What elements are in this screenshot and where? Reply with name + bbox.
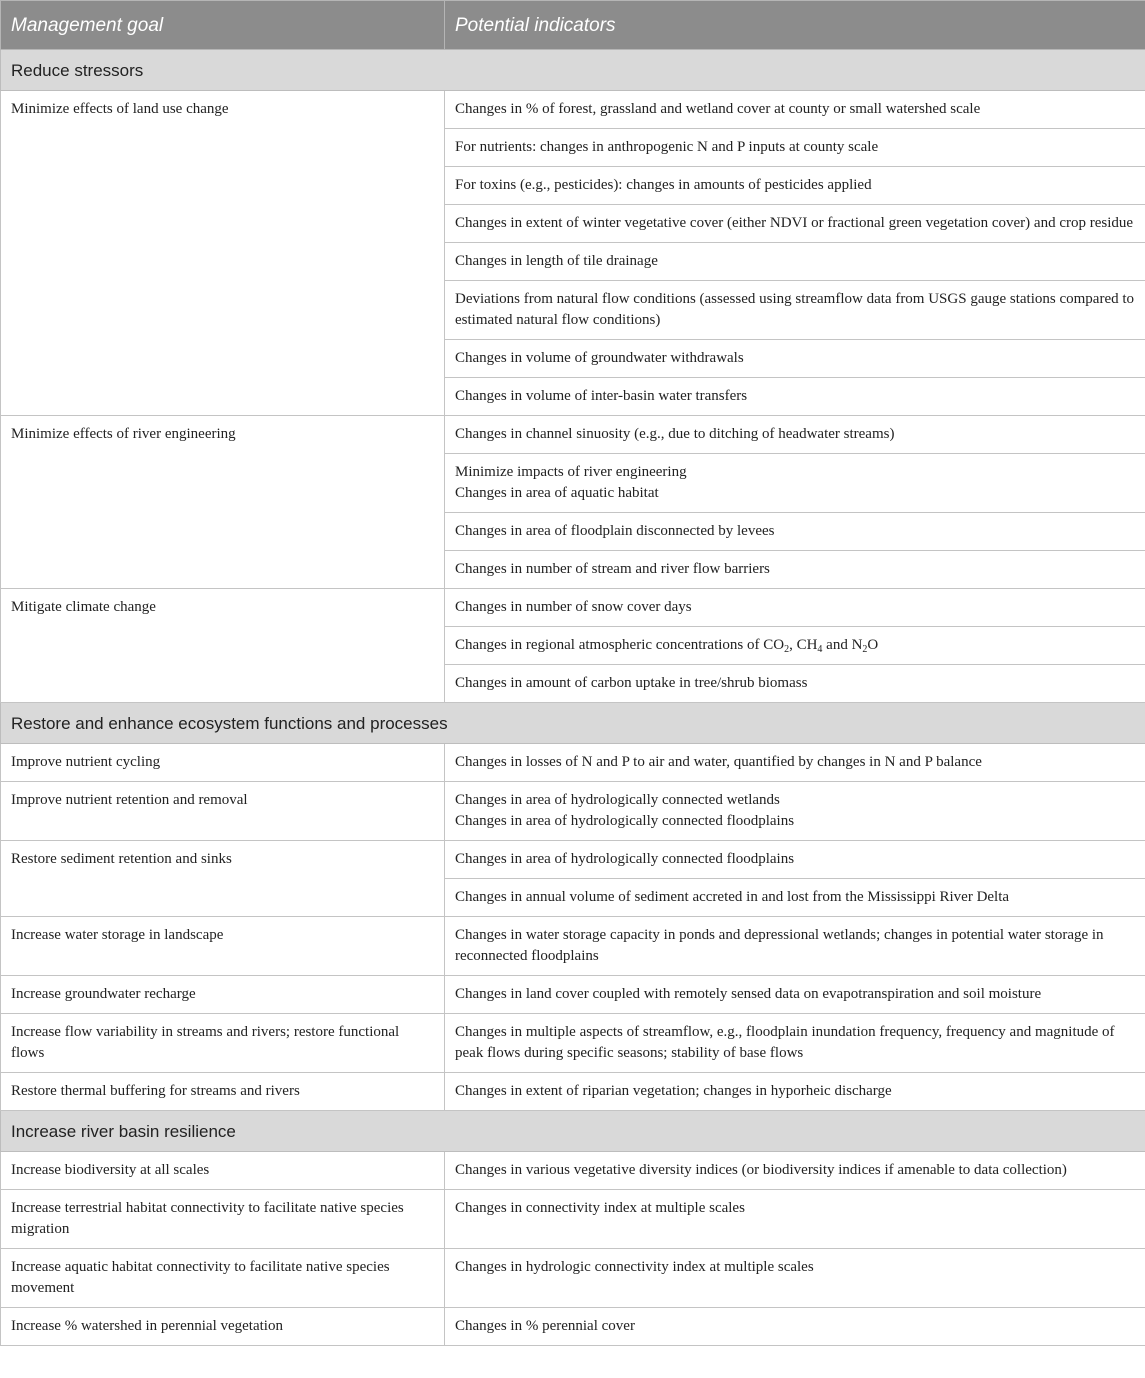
indicator-line: Changes in area of aquatic habitat: [455, 485, 659, 501]
indicator-cell: Changes in annual volume of sediment accreted in and lost from the Mississippi River Delta: [445, 879, 1145, 917]
indicator-cell: Changes in area of hydrologically connected floodplains: [445, 841, 1145, 879]
management-goal-cell: Restore sediment retention and sinks: [1, 841, 445, 917]
indicator-subscript: 2: [784, 644, 790, 655]
management-goal-cell: Increase aquatic habitat connectivity to facilitate native species movement: [1, 1249, 445, 1308]
table-row: [1, 744, 1145, 782]
section-header-row: [1, 703, 1145, 744]
indicator-subscript: 2: [862, 644, 868, 655]
header-management-goal: Management goal: [1, 1, 445, 50]
indicator-cell: Changes in hydrologic connectivity index at multiple scales: [445, 1249, 1145, 1308]
management-goal-cell: Increase flow variability in streams and rivers; restore functional flows: [1, 1014, 445, 1073]
indicator-text: Changes in regional atmospheric concentrations of CO: [455, 637, 785, 653]
indicator-cell: Changes in extent of riparian vegetation; changes in hyporheic discharge: [445, 1073, 1145, 1111]
section-title: Increase river basin resilience: [1, 1111, 1145, 1152]
management-goal-cell: Increase biodiversity at all scales: [1, 1152, 445, 1190]
indicator-cell: Changes in water storage capacity in ponds and depressional wetlands; changes in potential water storage in reconnected floodplains: [445, 917, 1145, 976]
management-goal-cell: Improve nutrient retention and removal: [1, 782, 445, 841]
indicator-cell: Changes in volume of groundwater withdrawals: [445, 340, 1145, 378]
table-row: [1, 1308, 1145, 1346]
management-goal-cell: Increase % watershed in perennial vegetation: [1, 1308, 445, 1346]
table-row: [1, 1249, 1145, 1308]
table-row: [1, 1152, 1145, 1190]
indicator-cell: Changes in amount of carbon uptake in tree/shrub biomass: [445, 665, 1145, 703]
indicator-cell: Changes in volume of inter-basin water transfers: [445, 378, 1145, 416]
indicator-cell: [445, 454, 1145, 513]
management-goal-cell: Minimize effects of river engineering: [1, 416, 445, 589]
indicator-line: Changes in area of hydrologically connected floodplains: [455, 813, 795, 829]
indicator-cell: Changes in number of stream and river flow barriers: [445, 551, 1145, 589]
indicator-cell: Changes in channel sinuosity (e.g., due to ditching of headwater streams): [445, 416, 1145, 454]
indicator-cell: Changes in number of snow cover days: [445, 589, 1145, 627]
indicator-cell: Changes in land cover coupled with remotely sensed data on evapotranspiration and soil moisture: [445, 976, 1145, 1014]
management-goal-cell: Increase terrestrial habitat connectivity to facilitate native species migration: [1, 1190, 445, 1249]
table-row: [1, 1190, 1145, 1249]
indicator-line: Changes in area of hydrologically connected wetlands: [455, 792, 780, 808]
indicator-text: O: [867, 637, 879, 653]
indicator-line: Minimize impacts of river engineering: [455, 464, 687, 480]
management-goal-cell: Increase groundwater recharge: [1, 976, 445, 1014]
management-goal-cell: Minimize effects of land use change: [1, 91, 445, 416]
indicator-cell: Changes in various vegetative diversity indices (or biodiversity indices if amenable to data collection): [445, 1152, 1145, 1190]
management-goal-cell: Mitigate climate change: [1, 589, 445, 703]
management-goal-cell: Improve nutrient cycling: [1, 744, 445, 782]
table-row: [1, 917, 1145, 976]
management-goal-cell: Restore thermal buffering for streams and rivers: [1, 1073, 445, 1111]
table-row: [1, 1014, 1145, 1073]
indicator-cell: Deviations from natural flow conditions (assessed using streamflow data from USGS gauge stations compared to estimated natural flow conditions): [445, 281, 1145, 340]
table-row: [1, 91, 1145, 129]
section-title: Restore and enhance ecosystem functions and processes: [1, 703, 1145, 744]
management-goal-cell: Increase water storage in landscape: [1, 917, 445, 976]
indicator-cell: For nutrients: changes in anthropogenic N and P inputs at county scale: [445, 129, 1145, 167]
section-header-row: [1, 1111, 1145, 1152]
indicator-cell: Changes in % perennial cover: [445, 1308, 1145, 1346]
section-header-row: [1, 50, 1145, 91]
indicator-cell: Changes in % of forest, grassland and wetland cover at county or small watershed scale: [445, 91, 1145, 129]
indicator-cell: Changes in multiple aspects of streamflow, e.g., floodplain inundation frequency, frequency and magnitude of peak flows during specific seasons; stability of base flows: [445, 1014, 1145, 1073]
table-row: [1, 782, 1145, 841]
indicator-text: , CH: [789, 637, 818, 653]
table-row: [1, 1073, 1145, 1111]
indicator-cell: Changes in area of floodplain disconnected by levees: [445, 513, 1145, 551]
table-row: [1, 841, 1145, 879]
table-body: [1, 50, 1145, 1346]
header-potential-indicators: Potential indicators: [445, 1, 1145, 50]
indicator-cell: Changes in losses of N and P to air and water, quantified by changes in N and P balance: [445, 744, 1145, 782]
indicator-cell: Changes in length of tile drainage: [445, 243, 1145, 281]
table-row: [1, 416, 1145, 454]
indicator-text: and N: [822, 637, 863, 653]
indicator-cell: Changes in connectivity index at multiple scales: [445, 1190, 1145, 1249]
header-row: [1, 1, 1145, 50]
indicator-cell: [445, 782, 1145, 841]
indicator-cell: For toxins (e.g., pesticides): changes in amounts of pesticides applied: [445, 167, 1145, 205]
table-row: [1, 589, 1145, 627]
indicator-cell: Changes in extent of winter vegetative cover (either NDVI or fractional green vegetation cover) and crop residue: [445, 205, 1145, 243]
indicator-cell: [445, 627, 1145, 665]
indicator-subscript: 4: [817, 644, 823, 655]
section-title: Reduce stressors: [1, 50, 1145, 91]
table-row: [1, 976, 1145, 1014]
